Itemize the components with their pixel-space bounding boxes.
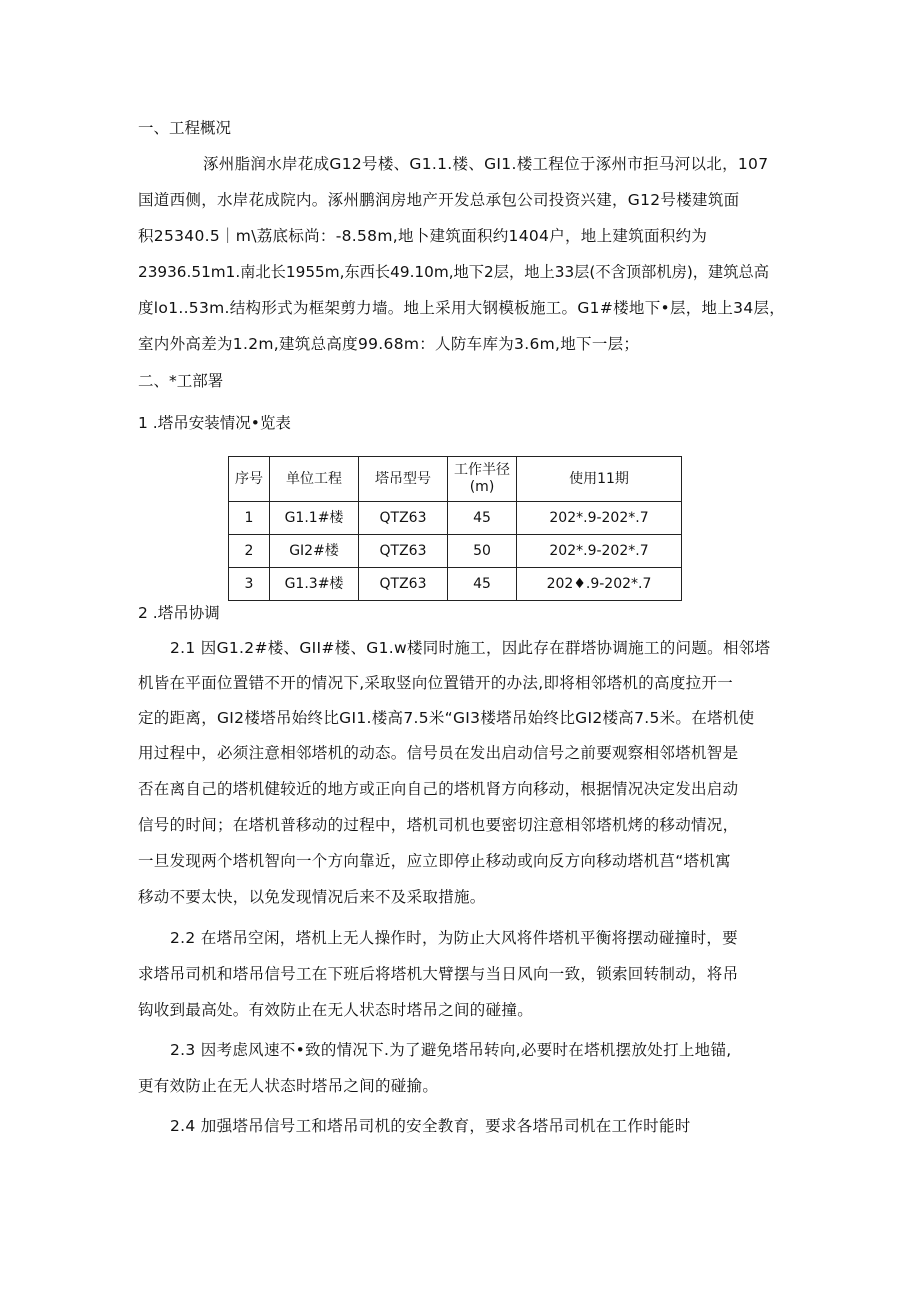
header-model: 塔吊型号 [359, 457, 448, 502]
para-2-3-line-2: 更有效防止在无人状态时塔吊之间的碰揄。 [138, 1077, 439, 1095]
para-2-1-line-8: 移动不要太快，以免发现情况后来不及采取措施。 [138, 888, 486, 906]
section1-line-4: 23936.51m1.南北长1955m,东西长49.10m,地下2层，地上33层(不含顶部机房)，建筑总高 [138, 263, 770, 281]
cell-model: QTZ63 [359, 535, 448, 568]
cell-period: 202*.9-202*.7 [517, 502, 682, 535]
header-radius-label: 工作半径 [454, 462, 510, 478]
cell-index: 2 [229, 535, 270, 568]
cell-unit: G1.3#楼 [270, 568, 359, 601]
para-2-1-line-6: 信号的时间；在塔机普移动的过程中，塔机司机也要密切注意相邻塔机烤的移动情况， [138, 816, 739, 834]
table-row [229, 568, 682, 601]
para-2-2-line-2: 求塔吊司机和塔吊信号工在下班后将塔机大臂摆与当日风向一致，锁索回转制动，将吊 [138, 965, 739, 983]
cell-radius: 45 [448, 568, 517, 601]
cell-unit: G1.1#楼 [270, 502, 359, 535]
cell-period: 202*.9-202*.7 [517, 535, 682, 568]
para-2-4-line-1: 2.4 加强塔吊信号工和塔吊司机的安全教育，要求各塔吊司机在工作时能时 [170, 1117, 691, 1135]
table-row [229, 502, 682, 535]
crane-coordination-title: 2 .塔吊协调 [138, 604, 220, 622]
section2-heading: 二、*工部署 [138, 372, 224, 390]
section1-heading: 一、工程概况 [138, 119, 232, 137]
cell-period: 202♦.9-202*.7 [517, 568, 682, 601]
para-2-1-line-5: 否在离自己的塔机健较近的地方或正向自己的塔机肾方向移动，根据情况决定发出启动 [138, 780, 739, 798]
section1-line-5: 度lo1..53m.结构形式为框架剪力墙。地上采用大钢模板施工。G1#楼地下•层，地上34层， [138, 299, 786, 317]
para-2-1-line-7: 一旦发现两个塔机智向一个方向靠近，应立即停止移动或向反方向移动塔机莒“塔机寓 [138, 852, 731, 870]
cell-model: QTZ63 [359, 502, 448, 535]
header-period: 使用11期 [517, 457, 682, 502]
para-2-3-line-1: 2.3 因考虑风速不•致的情况下.为了避免塔吊转向,必要时在塔机摆放处打上地锚, [170, 1041, 732, 1059]
cell-radius: 45 [448, 502, 517, 535]
table-row [229, 535, 682, 568]
header-radius-unit: (m) [469, 479, 495, 495]
para-2-2-line-3: 钩收到最高处。有效防止在无人状态时塔吊之间的碰撞。 [138, 1001, 534, 1019]
para-2-1-line-3: 定的距离，GI2楼塔吊始终比GI1.楼高7.5米“GI3楼塔吊始终比GI2楼高7.5米。在塔机使 [138, 709, 755, 727]
cell-index: 3 [229, 568, 270, 601]
header-radius [448, 457, 517, 502]
table-header-row [229, 457, 682, 502]
crane-table-title: 1 .塔吊安装情况•览表 [138, 414, 291, 432]
section1-line-1: 涿州脂润水岸花成G12号楼、G1.1.楼、GI1.楼工程位于涿州市拒马河以北，107 [203, 155, 769, 173]
cell-unit: GI2#楼 [270, 535, 359, 568]
section1-line-2: 国道西侧，水岸花成院内。涿州鹏润房地产开发总承包公司投资兴建，G12号楼建筑面 [138, 191, 740, 209]
header-unit: 单位工程 [270, 457, 359, 502]
section1-line-3: 积25340.5｜m\荔底标尚：-8.58m,地卜建筑面积约1404户，地上建筑面积约为 [138, 227, 708, 245]
para-2-1-line-1: 2.1 因G1.2#楼、GII#楼、G1.w楼同时施工，因此存在群塔协调施工的问题。相邻塔 [170, 639, 771, 657]
para-2-2-line-1: 2.2 在塔吊空闲，塔机上无人操作时，为防止大风将件塔机平衡将摆动碰撞时，要 [170, 929, 738, 947]
crane-install-table [228, 456, 682, 601]
para-2-1-line-2: 机皆在平面位置错不开的情况下,采取竖向位置错开的办法,即将相邻塔机的高度拉开一 [138, 674, 734, 692]
cell-model: QTZ63 [359, 568, 448, 601]
para-2-1-line-4: 用过程中，必须注意相邻塔机的动态。信号员在发出启动信号之前要观察相邻塔机智是 [138, 744, 739, 762]
section1-line-6: 室内外高差为1.2m,建筑总高度99.68m：人防车库为3.6m,地下一层； [138, 335, 640, 353]
cell-radius: 50 [448, 535, 517, 568]
header-index: 序号 [229, 457, 270, 502]
cell-index: 1 [229, 502, 270, 535]
